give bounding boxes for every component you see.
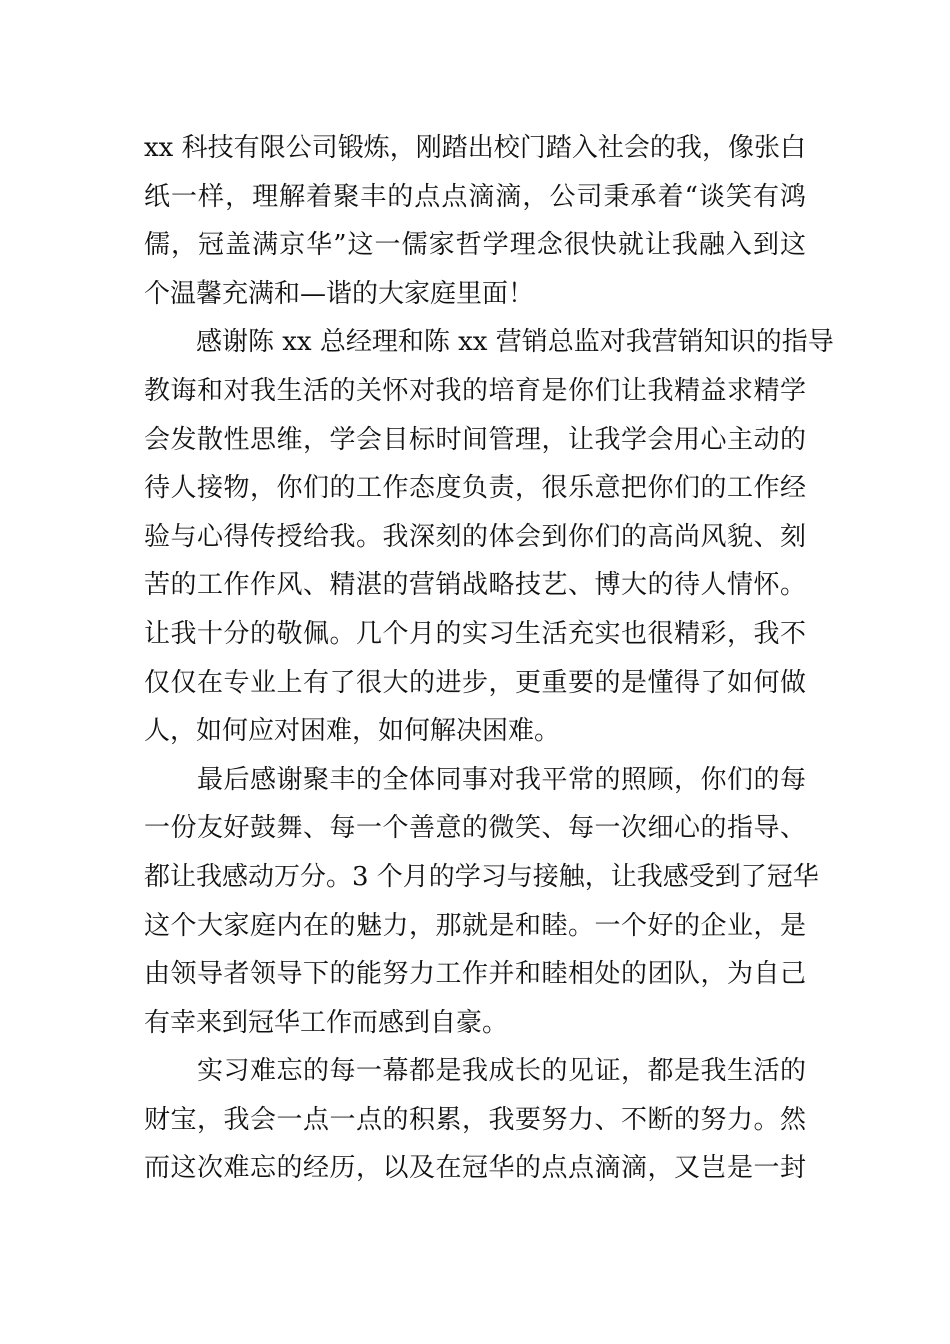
text-line: 会发散性思维，学会目标时间管理，让我学会用心主动的 [144, 424, 806, 455]
text-line: 实习难忘的每一幕都是我成长的见证，都是我生活的 [144, 1056, 806, 1087]
text-line: 都让我感动万分。3 个月的学习与接触，让我感受到了冠华 [144, 861, 819, 892]
text-line: 有幸来到冠华工作而感到自豪。 [144, 1007, 509, 1038]
text-line: 验与心得传授给我。我深刻的体会到你们的高尚风貌、刻 [144, 521, 806, 552]
text-line: 感谢陈 xx 总经理和陈 xx 营销总监对我营销知识的指导 [144, 327, 834, 358]
text-line: xx 科技有限公司锻炼，刚踏出校门踏入社会的我，像张白 [144, 133, 806, 163]
text-line: 这个大家庭内在的魅力，那就是和睦。一个好的企业，是 [144, 910, 806, 941]
text-line: 财宝，我会一点一点的积累，我要努力、不断的努力。然 [144, 1104, 806, 1135]
paragraph-1 [144, 124, 806, 318]
text-line: 让我十分的敬佩。几个月的实习生活充实也很精彩，我不 [144, 618, 806, 649]
document-body [144, 124, 834, 1193]
paragraph-2 [144, 318, 834, 755]
text-line: 教诲和对我生活的关怀对我的培育是你们让我精益求精学 [144, 375, 806, 406]
text-line: 而这次难忘的经历，以及在冠华的点点滴滴，又岂是一封 [144, 1153, 806, 1184]
text-line: 最后感谢聚丰的全体同事对我平常的照顾，你们的每 [144, 764, 806, 795]
text-line: 个温馨充满和—谐的大家庭里面！ [144, 278, 535, 309]
text-line: 一份友好鼓舞、每一个善意的微笑、每一次细心的指导、 [144, 813, 806, 844]
text-line: 待人接物，你们的工作态度负责，很乐意把你们的工作经 [144, 473, 806, 504]
text-line: 仅仅在专业上有了很大的进步，更重要的是懂得了如何做 [144, 667, 806, 698]
text-line: 纸一样，理解着聚丰的点点滴滴，公司秉承着“谈笑有鸿 [144, 181, 806, 212]
paragraph-3 [144, 756, 819, 1048]
paragraph-4 [144, 1047, 806, 1193]
text-line: 儒，冠盖满京华”这一儒家哲学理念很快就让我融入到这 [144, 230, 806, 261]
text-line: 由领导者领导下的能努力工作并和睦相处的团队，为自己 [144, 959, 806, 990]
text-line: 苦的工作作风、精湛的营销战略技艺、博大的待人情怀。 [144, 570, 806, 601]
text-line: 人，如何应对困难，如何解决困难。 [144, 716, 561, 747]
